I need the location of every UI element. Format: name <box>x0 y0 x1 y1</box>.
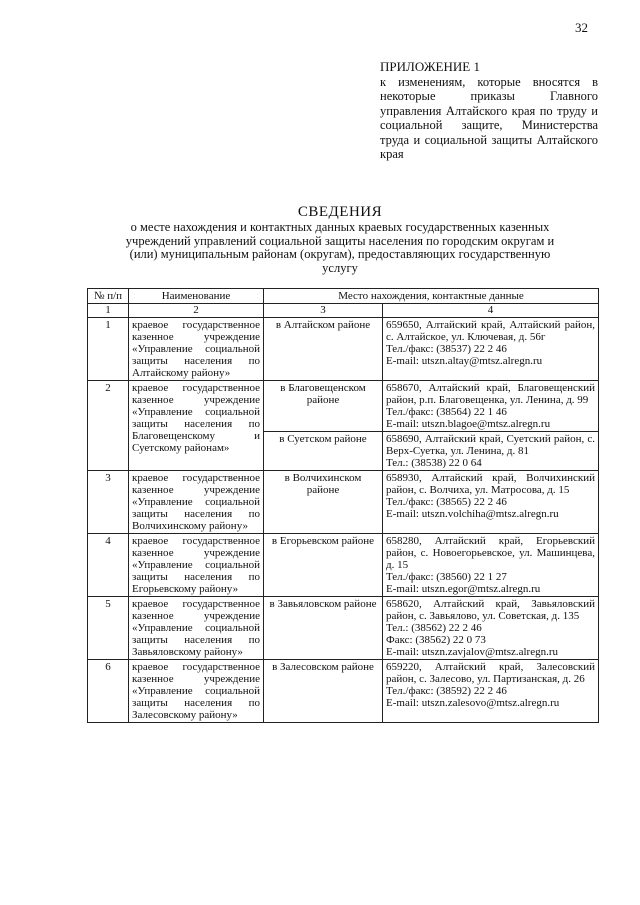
table-index-row <box>88 304 599 318</box>
district: в Благовещенском районе <box>264 381 383 432</box>
phone: Тел./факс: (38537) 22 2 46 <box>386 343 507 355</box>
address: 658690, Алтайский край, Суетский район, с. Верх-Суетка, ул. Ленина, д. 81 <box>386 433 595 457</box>
institution-name: краевое государственное казенное учреждение «Управление социальной защиты населения по Алтайскому району» <box>129 318 264 381</box>
email: E-mail: utszn.zavjalov@mtsz.alregn.ru <box>386 646 559 658</box>
email: E-mail: utszn.blagoe@mtsz.alregn.ru <box>386 418 551 430</box>
row-number: 2 <box>88 381 129 471</box>
email: E-mail: utszn.zalesovo@mtsz.alregn.ru <box>386 697 560 709</box>
table-row <box>88 381 599 432</box>
appendix-heading: ПРИЛОЖЕНИЕ 1 <box>380 59 480 74</box>
district: в Залесовском районе <box>264 660 383 723</box>
contact-cell <box>383 471 599 534</box>
institution-name: краевое государственное казенное учреждение «Управление социальной защиты населения по Егорьевскому району» <box>129 534 264 597</box>
document-subtitle: о месте нахождения и контактных данных краевых государственных казенных учреждений управлений социальной защиты населения по городским округам и (или) муниципальным районам (округам), предоставляющих государственную услугу <box>125 220 555 275</box>
email: E-mail: utszn.volchiha@mtsz.alregn.ru <box>386 508 559 520</box>
phone: Тел.: (38538) 22 0 64 <box>386 457 482 469</box>
row-number: 1 <box>88 318 129 381</box>
address: 659650, Алтайский край, Алтайский район, с. Алтайское, ул. Ключевая, д. 56г <box>386 319 595 343</box>
phone: Тел./факс: (38560) 22 1 27 <box>386 571 507 583</box>
phone: Тел./факс: (38565) 22 2 46 <box>386 496 507 508</box>
row-number: 3 <box>88 471 129 534</box>
address: 658670, Алтайский край, Благовещенский район, р.п. Благовещенка, ул. Ленина, д. 99 <box>386 382 595 406</box>
institutions-table <box>87 288 599 723</box>
index-cell: 3 <box>264 304 383 318</box>
header-num: № п/п <box>88 289 129 304</box>
address: 659220, Алтайский край, Залесовский район, с. Залесово, ул. Партизанская, д. 26 <box>386 661 595 685</box>
address: 658930, Алтайский край, Волчихинский район, с. Волчиха, ул. Матросова, д. 15 <box>386 472 595 496</box>
district: в Алтайском районе <box>264 318 383 381</box>
document-title: СВЕДЕНИЯ <box>297 204 383 220</box>
contact-cell <box>383 432 599 471</box>
district: в Завьяловском районе <box>264 597 383 660</box>
index-cell: 2 <box>129 304 264 318</box>
row-number: 4 <box>88 534 129 597</box>
fax: Факс: (38562) 22 0 73 <box>386 634 486 646</box>
header-name: Наименование <box>129 289 264 304</box>
district: в Суетском районе <box>264 432 383 471</box>
contact-cell <box>383 534 599 597</box>
table-row <box>88 534 599 597</box>
district: в Волчихинском районе <box>264 471 383 534</box>
header-location: Место нахождения, контактные данные <box>264 289 599 304</box>
index-cell: 1 <box>88 304 129 318</box>
contact-cell <box>383 660 599 723</box>
appendix-text: к изменениям, которые вносятся в некоторые приказы Главного управления Алтайского края по труду и социальной защите, Министерства труда и социальной защиты Алтайского края <box>380 74 598 161</box>
table-row <box>88 597 599 660</box>
row-number: 6 <box>88 660 129 723</box>
phone: Тел./факс: (38592) 22 2 46 <box>386 685 507 697</box>
table-row <box>88 471 599 534</box>
district: в Егорьевском районе <box>264 534 383 597</box>
index-cell: 4 <box>383 304 599 318</box>
email: E-mail: utszn.altay@mtsz.alregn.ru <box>386 355 543 367</box>
phone: Тел./факс: (38564) 22 1 46 <box>386 406 507 418</box>
table-row <box>88 660 599 723</box>
institution-name: краевое государственное казенное учреждение «Управление социальной защиты населения по Залесовскому району» <box>129 660 264 723</box>
appendix-block <box>380 60 598 162</box>
institution-name: краевое государственное казенное учреждение «Управление социальной защиты населения по Благовещенскому и Суетскому районам» <box>129 381 264 471</box>
row-number: 5 <box>88 597 129 660</box>
contact-cell <box>383 318 599 381</box>
address: 658620, Алтайский край, Завьяловский район, с. Завьялово, ул. Советская, д. 135 <box>386 598 595 622</box>
table-row <box>88 318 599 381</box>
address: 658280, Алтайский край, Егорьевский район, с. Новоегорьевское, ул. Машинцева, д. 15 <box>386 535 595 571</box>
institution-name: краевое государственное казенное учреждение «Управление социальной защиты населения по Волчихинскому району» <box>129 471 264 534</box>
phone: Тел.: (38562) 22 2 46 <box>386 622 482 634</box>
contact-cell <box>383 597 599 660</box>
institution-name: краевое государственное казенное учреждение «Управление социальной защиты населения по Завьяловскому району» <box>129 597 264 660</box>
contact-cell <box>383 381 599 432</box>
table-header-row <box>88 289 599 304</box>
email: E-mail: utszn.egor@mtsz.alregn.ru <box>386 583 541 595</box>
page-number: 32 <box>575 20 588 35</box>
